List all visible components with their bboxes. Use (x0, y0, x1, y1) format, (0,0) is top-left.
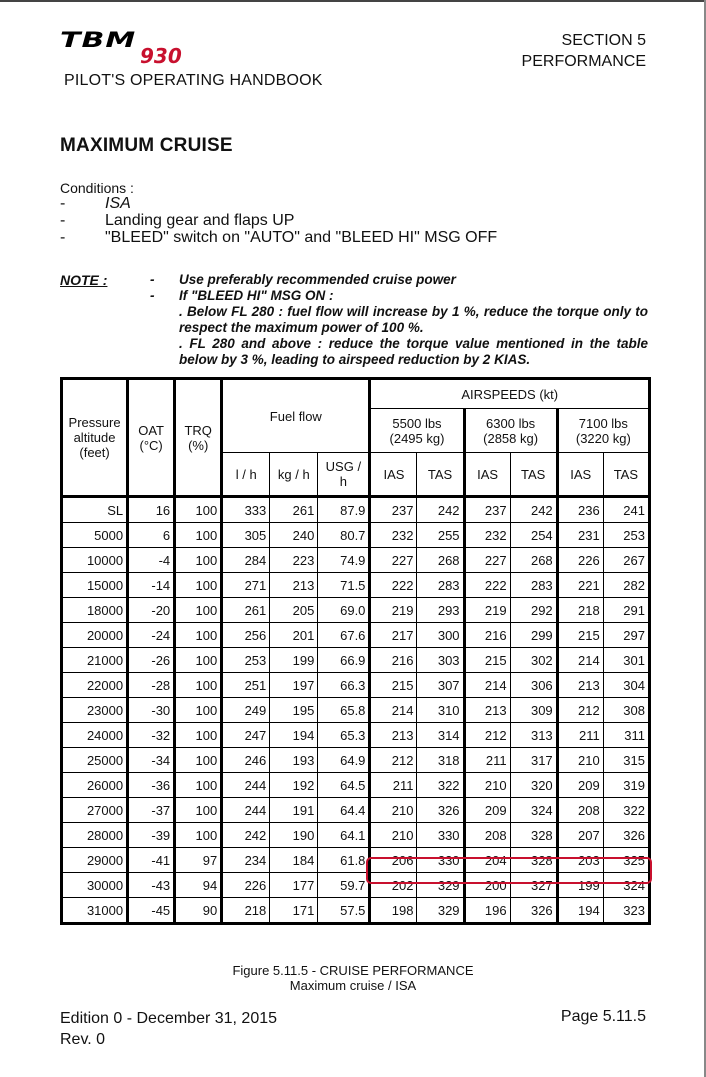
cell-ias-1: 210 (370, 798, 417, 823)
cell-ias-1: 198 (370, 898, 417, 924)
cell-altitude: 18000 (62, 598, 128, 623)
cell-oat: 6 (128, 523, 175, 548)
table-row (62, 497, 650, 523)
cell-ias-1: 219 (370, 598, 417, 623)
cell-tas-1: 293 (417, 598, 464, 623)
cell-oat: 16 (128, 497, 175, 523)
tbm-logo (60, 27, 195, 68)
cell-altitude: 31000 (62, 898, 128, 924)
cell-ias-2: 232 (464, 523, 510, 548)
cell-fuel-lh: 253 (222, 648, 270, 673)
note-block (150, 272, 648, 368)
header-oat: OAT (°C) (128, 379, 175, 497)
cell-fuel-lh: 244 (222, 773, 270, 798)
header-weight-3: 7100 lbs (3220 kg) (557, 409, 649, 453)
note-text: If "BLEED HI" MSG ON : (179, 288, 334, 303)
cell-ias-1: 202 (370, 873, 417, 898)
cell-fuel-kgh: 192 (270, 773, 318, 798)
cell-ias-3: 209 (557, 773, 603, 798)
cell-ias-3: 203 (557, 848, 603, 873)
cell-ias-2: 222 (464, 573, 510, 598)
table-row (62, 698, 650, 723)
cell-tas-3: 253 (603, 523, 649, 548)
cell-ias-1: 217 (370, 623, 417, 648)
cell-tas-3: 326 (603, 823, 649, 848)
cell-ias-2: 200 (464, 873, 510, 898)
cell-fuel-lh: 249 (222, 698, 270, 723)
cell-tas-3: 319 (603, 773, 649, 798)
cell-tas-2: 313 (510, 723, 557, 748)
handbook-title: PILOT'S OPERATING HANDBOOK (64, 72, 323, 89)
cell-fuel-kgh: 195 (270, 698, 318, 723)
cell-tas-3: 301 (603, 648, 649, 673)
caption-title: Figure 5.11.5 - CRUISE PERFORMANCE (232, 963, 474, 978)
cell-altitude: 28000 (62, 823, 128, 848)
cell-tas-1: 330 (417, 848, 464, 873)
cell-fuel-usgh: 64.4 (318, 798, 370, 823)
cell-fuel-kgh: 240 (270, 523, 318, 548)
header-weight-2: 6300 lbs (2858 kg) (464, 409, 557, 453)
cell-ias-2: 210 (464, 773, 510, 798)
cell-oat: -34 (128, 748, 175, 773)
cell-ias-1: 211 (370, 773, 417, 798)
cell-tas-3: 315 (603, 748, 649, 773)
cell-fuel-usgh: 64.5 (318, 773, 370, 798)
condition-dash: - (60, 229, 66, 246)
note-subitem: . FL 280 and above : reduce the torque value mentioned in the table below by 3 %, leading to airspeed reduction by 2 KIAS. (179, 336, 648, 367)
cell-fuel-lh: 284 (222, 548, 270, 573)
table-row (62, 673, 650, 698)
cell-tas-1: 283 (417, 573, 464, 598)
cell-fuel-usgh: 69.0 (318, 598, 370, 623)
cell-trq: 100 (175, 673, 222, 698)
header-ias: IAS (370, 453, 417, 497)
cell-ias-3: 215 (557, 623, 603, 648)
table-row (62, 598, 650, 623)
cell-altitude: 23000 (62, 698, 128, 723)
cell-ias-1: 206 (370, 848, 417, 873)
cell-fuel-kgh: 184 (270, 848, 318, 873)
section-number: SECTION 5 (561, 32, 646, 49)
cell-fuel-usgh: 66.9 (318, 648, 370, 673)
cell-ias-1: 213 (370, 723, 417, 748)
top-border (0, 0, 706, 2)
table-row (62, 748, 650, 773)
cell-ias-2: 204 (464, 848, 510, 873)
edition-date: Edition 0 - December 31, 2015 (60, 1010, 278, 1027)
table-row (62, 573, 650, 598)
table-row (62, 798, 650, 823)
table-row (62, 623, 650, 648)
logo-text: TBM (60, 27, 137, 53)
cell-oat: -36 (128, 773, 175, 798)
cell-tas-2: 242 (510, 497, 557, 523)
cell-fuel-kgh: 194 (270, 723, 318, 748)
note-text: Use preferably recommended cruise power (179, 272, 456, 287)
cell-ias-3: 212 (557, 698, 603, 723)
cell-ias-2: 212 (464, 723, 510, 748)
cell-ias-3: 211 (557, 723, 603, 748)
table-row (62, 823, 650, 848)
cell-fuel-usgh: 71.5 (318, 573, 370, 598)
cell-trq: 94 (175, 873, 222, 898)
cell-ias-3: 213 (557, 673, 603, 698)
cell-tas-2: 328 (510, 848, 557, 873)
cell-altitude: 25000 (62, 748, 128, 773)
cell-ias-2: 216 (464, 623, 510, 648)
cell-tas-1: 310 (417, 698, 464, 723)
cell-ias-1: 210 (370, 823, 417, 848)
cell-fuel-lh: 234 (222, 848, 270, 873)
cell-ias-1: 227 (370, 548, 417, 573)
header-unit-usgh: USG / h (318, 453, 370, 497)
cell-altitude: 30000 (62, 873, 128, 898)
header-ias: IAS (464, 453, 510, 497)
cell-ias-1: 237 (370, 497, 417, 523)
cell-oat: -32 (128, 723, 175, 748)
cell-fuel-lh: 251 (222, 673, 270, 698)
cell-altitude: 29000 (62, 848, 128, 873)
cell-trq: 100 (175, 523, 222, 548)
table-row (62, 648, 650, 673)
cell-ias-2: 211 (464, 748, 510, 773)
page-number: Page 5.11.5 (560, 1008, 646, 1025)
cell-oat: -41 (128, 848, 175, 873)
cell-fuel-usgh: 87.9 (318, 497, 370, 523)
cell-oat: -20 (128, 598, 175, 623)
cell-oat: -45 (128, 898, 175, 924)
cell-tas-2: 326 (510, 898, 557, 924)
cell-tas-3: 324 (603, 873, 649, 898)
cell-ias-3: 208 (557, 798, 603, 823)
condition-text: ISA (105, 195, 131, 212)
cell-fuel-kgh: 199 (270, 648, 318, 673)
cell-tas-1: 255 (417, 523, 464, 548)
edition-info (60, 1008, 277, 1050)
cell-tas-1: 303 (417, 648, 464, 673)
cell-tas-1: 242 (417, 497, 464, 523)
cell-ias-1: 214 (370, 698, 417, 723)
cell-trq: 100 (175, 548, 222, 573)
cell-trq: 100 (175, 497, 222, 523)
cell-fuel-usgh: 64.9 (318, 748, 370, 773)
cell-trq: 100 (175, 798, 222, 823)
header-unit-kgh: kg / h (270, 453, 318, 497)
logo-model: 930 (140, 44, 182, 68)
cell-tas-1: 329 (417, 898, 464, 924)
cell-ias-3: 236 (557, 497, 603, 523)
cell-fuel-lh: 218 (222, 898, 270, 924)
note-item (150, 288, 648, 304)
header-ias: IAS (557, 453, 603, 497)
cell-ias-1: 216 (370, 648, 417, 673)
cell-altitude: 26000 (62, 773, 128, 798)
cell-trq: 100 (175, 648, 222, 673)
condition-text: Landing gear and flaps UP (105, 212, 295, 229)
cell-altitude: 15000 (62, 573, 128, 598)
cell-tas-3: 297 (603, 623, 649, 648)
cell-oat: -28 (128, 673, 175, 698)
cell-fuel-usgh: 67.6 (318, 623, 370, 648)
cell-tas-2: 328 (510, 823, 557, 848)
cell-tas-2: 327 (510, 873, 557, 898)
cell-oat: -39 (128, 823, 175, 848)
cell-tas-1: 330 (417, 823, 464, 848)
cell-trq: 100 (175, 723, 222, 748)
cell-altitude: 5000 (62, 523, 128, 548)
cell-ias-3: 207 (557, 823, 603, 848)
cell-fuel-lh: 333 (222, 497, 270, 523)
cell-tas-3: 323 (603, 898, 649, 924)
cell-ias-2: 219 (464, 598, 510, 623)
cell-fuel-usgh: 80.7 (318, 523, 370, 548)
cell-ias-2: 208 (464, 823, 510, 848)
note-item (150, 272, 648, 288)
table-row (62, 898, 650, 924)
cell-tas-1: 322 (417, 773, 464, 798)
cell-fuel-lh: 247 (222, 723, 270, 748)
cell-oat: -4 (128, 548, 175, 573)
cell-fuel-kgh: 171 (270, 898, 318, 924)
cell-tas-1: 318 (417, 748, 464, 773)
cell-fuel-kgh: 190 (270, 823, 318, 848)
cell-altitude: 22000 (62, 673, 128, 698)
cell-fuel-usgh: 57.5 (318, 898, 370, 924)
cell-tas-2: 292 (510, 598, 557, 623)
cell-ias-3: 194 (557, 898, 603, 924)
table-row (62, 523, 650, 548)
cell-tas-2: 306 (510, 673, 557, 698)
cell-oat: -37 (128, 798, 175, 823)
cell-altitude: 20000 (62, 623, 128, 648)
condition-text: "BLEED" switch on "AUTO" and "BLEED HI" MSG OFF (105, 229, 498, 246)
cell-trq: 100 (175, 623, 222, 648)
cell-ias-1: 212 (370, 748, 417, 773)
cell-fuel-lh: 244 (222, 798, 270, 823)
cell-ias-3: 221 (557, 573, 603, 598)
cell-tas-2: 283 (510, 573, 557, 598)
cell-trq: 97 (175, 848, 222, 873)
cell-fuel-lh: 271 (222, 573, 270, 598)
table-row (62, 723, 650, 748)
header-pressure-altitude: Pressure altitude (feet) (62, 379, 128, 497)
cell-altitude: SL (62, 497, 128, 523)
cell-ias-2: 213 (464, 698, 510, 723)
header-tas: TAS (510, 453, 557, 497)
note-dash: - (150, 288, 155, 303)
cell-ias-3: 218 (557, 598, 603, 623)
cell-ias-2: 227 (464, 548, 510, 573)
note-subitem: . Below FL 280 : fuel flow will increase by 1 %, reduce the torque only to respect the maximum power of 100 %. (179, 304, 648, 335)
cell-fuel-kgh: 191 (270, 798, 318, 823)
cell-tas-1: 300 (417, 623, 464, 648)
page-title: MAXIMUM CRUISE (60, 135, 233, 156)
header-weight-1: 5500 lbs (2495 kg) (370, 409, 464, 453)
cell-tas-2: 299 (510, 623, 557, 648)
header-airspeeds: AIRSPEEDS (kt) (370, 379, 650, 409)
cell-altitude: 10000 (62, 548, 128, 573)
cruise-performance-table (60, 377, 651, 925)
cell-fuel-usgh: 64.1 (318, 823, 370, 848)
cell-ias-2: 215 (464, 648, 510, 673)
revision: Rev. 0 (60, 1031, 106, 1048)
cell-ias-3: 226 (557, 548, 603, 573)
cell-fuel-usgh: 65.3 (318, 723, 370, 748)
cell-ias-3: 199 (557, 873, 603, 898)
cell-fuel-kgh: 201 (270, 623, 318, 648)
cell-oat: -24 (128, 623, 175, 648)
cell-tas-1: 268 (417, 548, 464, 573)
cell-altitude: 27000 (62, 798, 128, 823)
figure-caption (0, 963, 706, 993)
caption-subtitle: Maximum cruise / ISA (289, 978, 417, 993)
cell-fuel-lh: 226 (222, 873, 270, 898)
header-trq: TRQ (%) (175, 379, 222, 497)
cell-tas-3: 291 (603, 598, 649, 623)
cell-oat: -43 (128, 873, 175, 898)
cell-trq: 100 (175, 598, 222, 623)
cell-fuel-lh: 242 (222, 823, 270, 848)
cell-altitude: 21000 (62, 648, 128, 673)
cell-trq: 100 (175, 748, 222, 773)
cell-tas-1: 307 (417, 673, 464, 698)
header-unit-lh: l / h (222, 453, 270, 497)
cell-fuel-kgh: 261 (270, 497, 318, 523)
cell-tas-3: 267 (603, 548, 649, 573)
cell-trq: 90 (175, 898, 222, 924)
cell-tas-2: 254 (510, 523, 557, 548)
highlight-box (366, 857, 652, 884)
table-row (62, 548, 650, 573)
cell-fuel-kgh: 197 (270, 673, 318, 698)
cell-tas-2: 324 (510, 798, 557, 823)
cell-fuel-lh: 305 (222, 523, 270, 548)
condition-dash: - (60, 212, 66, 229)
cell-trq: 100 (175, 573, 222, 598)
cell-fuel-kgh: 177 (270, 873, 318, 898)
cell-tas-1: 329 (417, 873, 464, 898)
cell-fuel-lh: 261 (222, 598, 270, 623)
cell-tas-2: 320 (510, 773, 557, 798)
section-header (522, 30, 646, 72)
cell-ias-1: 222 (370, 573, 417, 598)
cell-ias-1: 215 (370, 673, 417, 698)
note-dash: - (150, 272, 155, 287)
cell-ias-3: 210 (557, 748, 603, 773)
cell-ias-2: 209 (464, 798, 510, 823)
section-name: PERFORMANCE (521, 53, 646, 70)
cell-oat: -26 (128, 648, 175, 673)
cell-fuel-kgh: 193 (270, 748, 318, 773)
cell-fuel-kgh: 213 (270, 573, 318, 598)
cell-fuel-usgh: 59.7 (318, 873, 370, 898)
cell-fuel-kgh: 205 (270, 598, 318, 623)
cell-ias-3: 231 (557, 523, 603, 548)
cell-fuel-usgh: 74.9 (318, 548, 370, 573)
cell-tas-3: 241 (603, 497, 649, 523)
cell-oat: -14 (128, 573, 175, 598)
cell-fuel-lh: 246 (222, 748, 270, 773)
cell-trq: 100 (175, 823, 222, 848)
cell-tas-2: 268 (510, 548, 557, 573)
cell-fuel-usgh: 61.8 (318, 848, 370, 873)
cell-tas-3: 282 (603, 573, 649, 598)
cell-ias-1: 232 (370, 523, 417, 548)
cell-fuel-kgh: 223 (270, 548, 318, 573)
cell-tas-1: 326 (417, 798, 464, 823)
conditions-label: Conditions : (60, 180, 134, 196)
cell-ias-2: 196 (464, 898, 510, 924)
cell-fuel-usgh: 66.3 (318, 673, 370, 698)
cell-trq: 100 (175, 773, 222, 798)
condition-dash: - (60, 195, 66, 212)
header-tas: TAS (417, 453, 464, 497)
cell-tas-3: 325 (603, 848, 649, 873)
cell-tas-3: 311 (603, 723, 649, 748)
header-fuel-flow: Fuel flow (222, 379, 370, 453)
cell-tas-3: 308 (603, 698, 649, 723)
cell-tas-1: 314 (417, 723, 464, 748)
cell-tas-2: 302 (510, 648, 557, 673)
cell-tas-3: 304 (603, 673, 649, 698)
header-tas: TAS (603, 453, 649, 497)
cell-ias-2: 237 (464, 497, 510, 523)
cell-tas-2: 309 (510, 698, 557, 723)
cell-oat: -30 (128, 698, 175, 723)
cell-tas-2: 317 (510, 748, 557, 773)
cell-altitude: 24000 (62, 723, 128, 748)
cell-fuel-usgh: 65.8 (318, 698, 370, 723)
note-label: NOTE : (60, 272, 108, 288)
cell-tas-3: 322 (603, 798, 649, 823)
table-row (62, 773, 650, 798)
cell-ias-3: 214 (557, 648, 603, 673)
cell-trq: 100 (175, 698, 222, 723)
cell-fuel-lh: 256 (222, 623, 270, 648)
cell-ias-2: 214 (464, 673, 510, 698)
